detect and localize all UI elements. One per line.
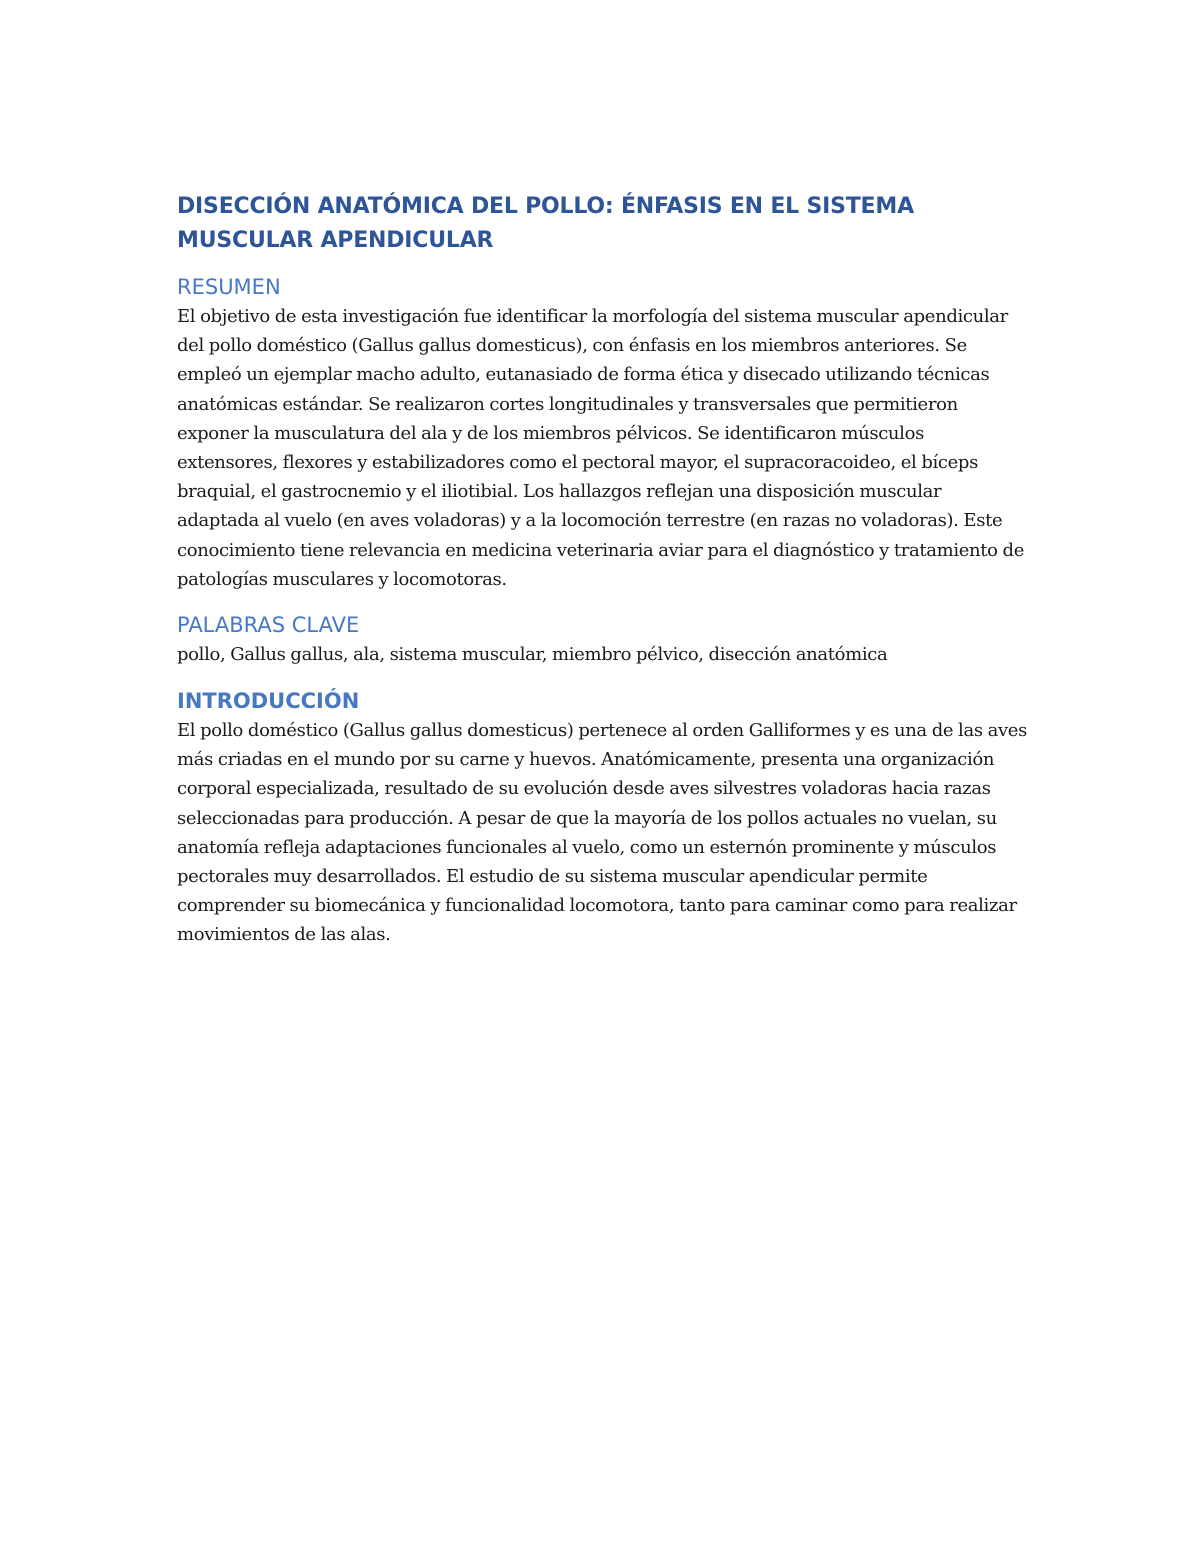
document-title: DISECCIÓN ANATÓMICA DEL POLLO: ÉNFASIS EN EL SISTEMA MUSCULAR APENDICULAR (177, 194, 914, 253)
section-heading-palabras-clave: PALABRAS CLAVE (177, 613, 360, 638)
section-body-palabras-clave: pollo, Gallus gallus, ala, sistema muscular, miembro pélvico, disección anatómica (177, 644, 888, 666)
document-content (177, 190, 1027, 966)
section-body-resumen: El objetivo de esta investigación fue identificar la morfología del sistema muscular apendicular del pollo doméstico (Gallus gallus domesticus), con énfasis en los miembros anteriores. Se empleó un ejemplar macho adulto, eutanasiado de forma ética y disecado utilizando técnicas anatómicas estándar. Se realizaron cortes longitudinales y transversales que permitieron exponer la musculatura del ala y de los miembros pélvicos. Se identificaron músculos extensores, flexores y estabilizadores como el pectoral mayor, el supracoracoideo, el bíceps braquial, el gastrocnemio y el iliotibial. Los hallazgos reflejan una disposición muscular adaptada al vuelo (en aves voladoras) y a la locomoción terrestre (en razas no voladoras). Este conocimiento tiene relevancia en medicina veterinaria aviar para el diagnóstico y tratamiento de patologías musculares y locomotoras. (177, 306, 1025, 590)
section-heading-introduccion: INTRODUCCIÓN (177, 689, 360, 714)
section-heading-resumen: RESUMEN (177, 275, 281, 299)
section-body-introduccion: El pollo doméstico (Gallus gallus domesticus) pertenece al orden Galliformes y es una de las aves más criadas en el mundo por su carne y huevos. Anatómicamente, presenta una organización corporal especializada, resultado de su evolución desde aves silvestres voladoras hacia razas seleccionadas para producción. A pesar de que la mayoría de los pollos actuales no vuelan, su anatomía refleja adaptaciones funcionales al vuelo, como un esternón prominente y músculos pectorales muy desarrollados. El estudio de su sistema muscular apendicular permite comprender su biomecánica y funcionalidad locomotora, tanto para caminar como para realizar movimientos de las alas. (177, 720, 1027, 946)
